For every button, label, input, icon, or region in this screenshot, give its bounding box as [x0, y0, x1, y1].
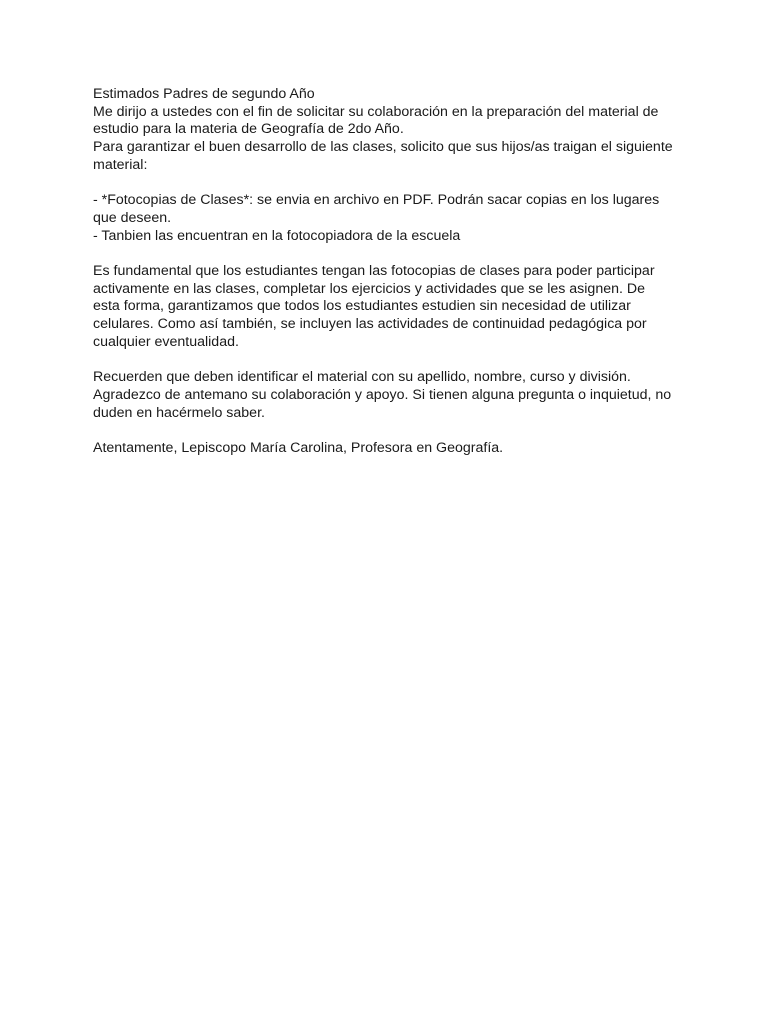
body-line: celulares. Como así también, se incluyen las actividades de continuidad pedagógica por [93, 316, 647, 333]
body-line: activamente en las clases, completar los ejercicios y actividades que se les asignen. De [93, 280, 646, 297]
materials-list [93, 192, 683, 245]
body-line: cualquier eventualidad. [93, 333, 239, 350]
letter-document [93, 86, 683, 458]
letter-signature: Atentamente, Lepiscopo María Carolina, Profesora en Geografía. [93, 440, 504, 456]
letter-greeting: Estimados Padres de segundo Año [93, 86, 315, 102]
paragraph-spacer [93, 245, 683, 263]
paragraph-spacer [93, 352, 683, 370]
body-paragraph [93, 263, 683, 352]
body-line: Es fundamental que los estudiantes tengan las fotocopias de clases para poder participar [93, 263, 655, 279]
closing-line: Agradezco de antemano su colaboración y apoyo. Si tienen alguna pregunta o inquietud, no [93, 386, 672, 403]
paragraph-spacer [93, 175, 683, 193]
list-line: - Tanbien las encuentran en la fotocopiadora de la escuela [93, 227, 461, 244]
paragraph-spacer [93, 422, 683, 440]
intro-line: Me dirijo a ustedes con el fin de solicitar su colaboración en la preparación del material de [93, 103, 659, 120]
closing-paragraph [93, 369, 683, 422]
list-line: que deseen. [93, 209, 172, 226]
closing-line: duden en hacérmelo saber. [93, 404, 265, 421]
list-line: - *Fotocopias de Clases*: se envia en archivo en PDF. Podrán sacar copias en los lugares [93, 192, 660, 209]
intro-line: estudio para la materia de Geografía de 2do Año. [93, 121, 404, 138]
body-line: esta forma, garantizamos que todos los estudiantes estudien sin necesidad de utilizar [93, 298, 631, 315]
intro-line: material: [93, 156, 148, 173]
intro-line: Para garantizar el buen desarrollo de las clases, solicito que sus hijos/as traigan el siguiente [93, 139, 673, 156]
intro-paragraph [93, 104, 683, 175]
closing-line: Recuerden que deben identificar el material con su apellido, nombre, curso y división. [93, 369, 631, 386]
